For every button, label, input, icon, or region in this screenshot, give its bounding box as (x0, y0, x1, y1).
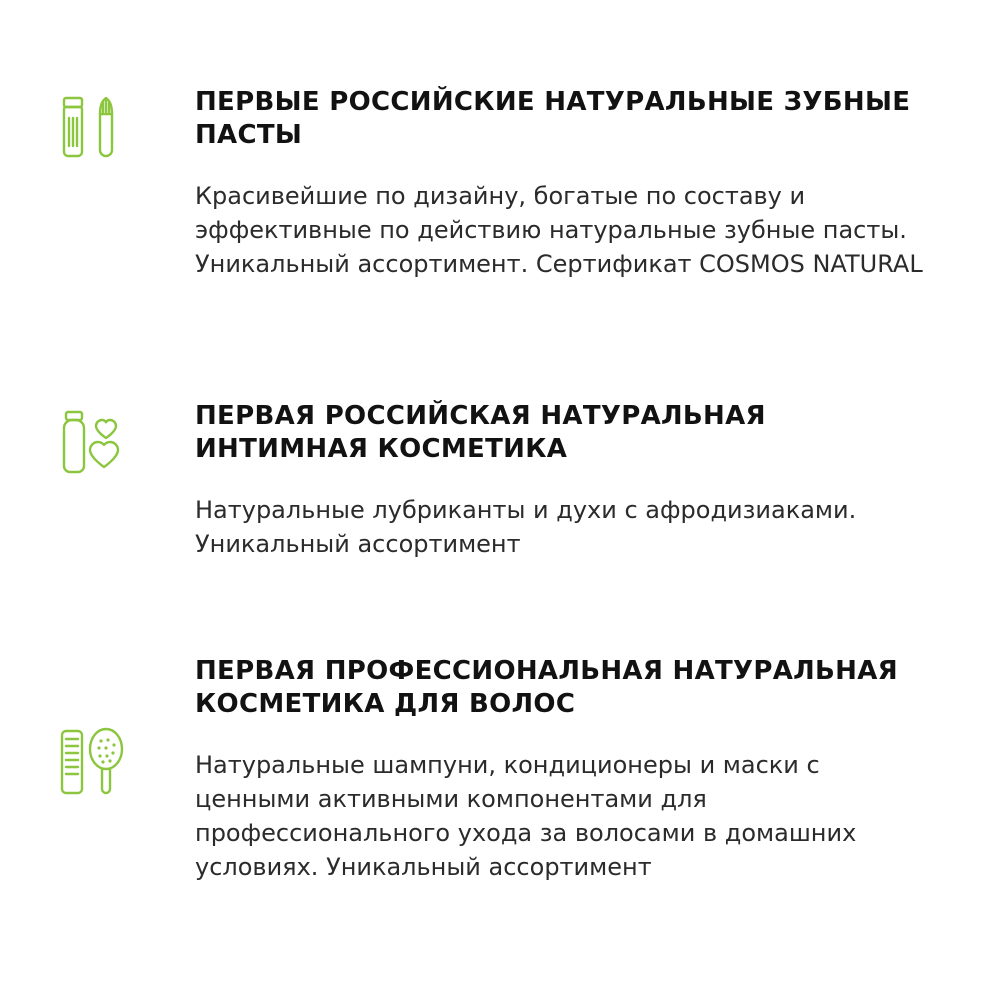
feature-title: ПЕРВАЯ РОССИЙСКАЯ НАТУРАЛЬНАЯ ИНТИМНАЯ КОСМЕТИКА (195, 401, 766, 465)
tube-with-hearts-icon (52, 404, 138, 490)
comb-and-hairbrush-icon (52, 723, 138, 809)
feature-block-hair-cosmetics (0, 655, 1000, 884)
feature-title: ПЕРВЫЕ РОССИЙСКИЕ НАТУРАЛЬНЫЕ ЗУБНЫЕ ПАСТЫ (195, 87, 911, 151)
feature-description: Красивейшие по дизайну, богатые по составу и эффективные по действию натуральные зубные пасты. Уникальный ассортимент. Сертификат COSMOS NATURAL (195, 181, 923, 278)
feature-block-intimate-cosmetics (0, 400, 1000, 561)
feature-block-toothpaste (0, 86, 1000, 281)
feature-title: ПЕРВАЯ ПРОФЕССИОНАЛЬНАЯ НАТУРАЛЬНАЯ КОСМЕТИКА ДЛЯ ВОЛОС (195, 656, 898, 720)
feature-description: Натуральные лубриканты и духи с афродизиаками. Уникальный ассортимент (195, 495, 857, 558)
feature-text-container (195, 86, 1000, 281)
feature-icon-container (0, 86, 195, 178)
toothpaste-tube-and-toothbrush-icon (52, 92, 138, 178)
feature-icon-container (0, 400, 195, 490)
feature-description: Натуральные шампуни, кондиционеры и маски с ценными активными компонентами для профессионального ухода за волосами в домашних условиях. Уникальный ассортимент (195, 750, 857, 881)
feature-text-container (195, 400, 1000, 561)
feature-icon-container (0, 655, 195, 809)
feature-text-container (195, 655, 1000, 884)
